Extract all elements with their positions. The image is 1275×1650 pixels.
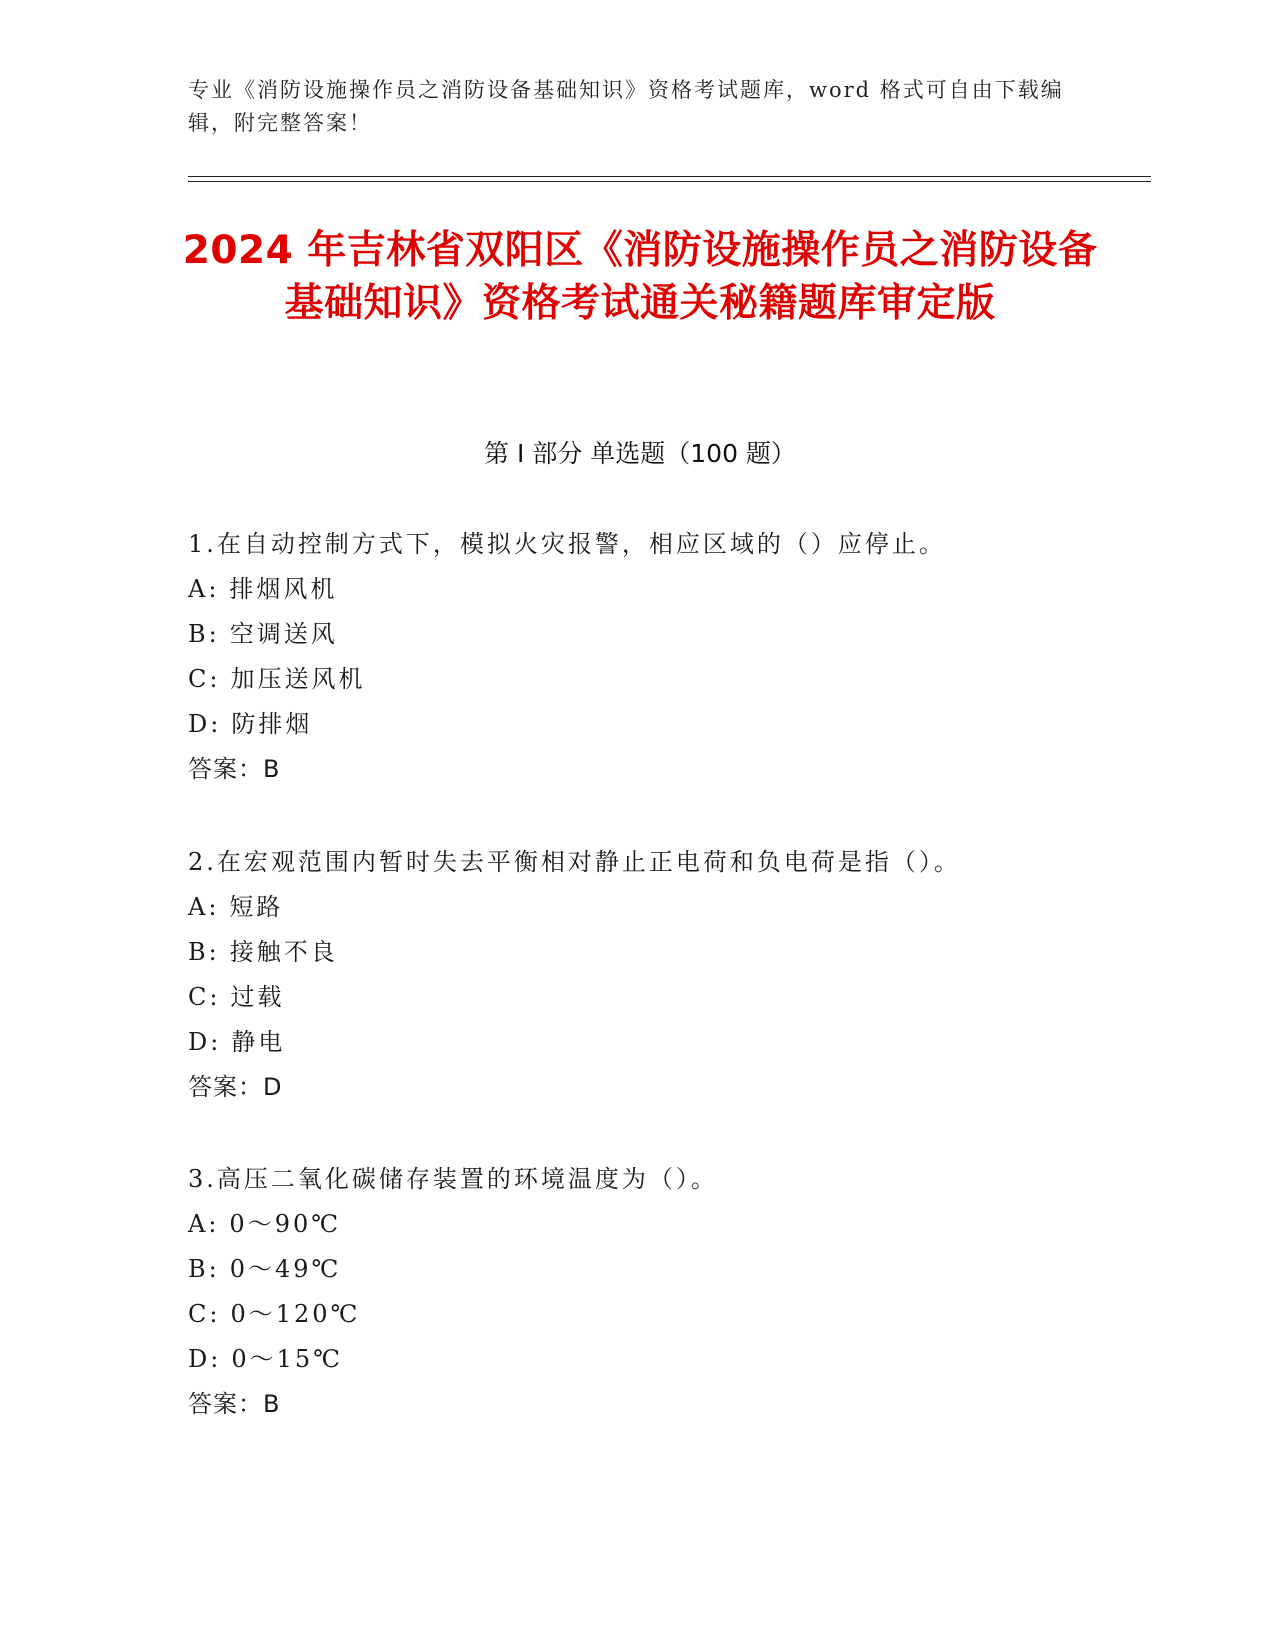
option-c — [188, 975, 1148, 1020]
option-a — [188, 567, 1148, 612]
option-d — [188, 1020, 1148, 1065]
option-label: 短路 — [229, 893, 284, 921]
answer-line — [188, 1065, 1148, 1110]
answer-prefix: 答案： — [188, 1073, 263, 1101]
option-d — [188, 702, 1148, 747]
option-c — [188, 1292, 1148, 1337]
option-a — [188, 1202, 1148, 1247]
option-letter: B: — [188, 620, 220, 648]
header-note: 专业《消防设施操作员之消防设备基础知识》资格考试题库，word 格式可自由下载编辑，附完整答案！ — [188, 78, 1064, 135]
answer-value: D — [263, 1073, 283, 1101]
question-block — [188, 522, 1148, 792]
option-b — [188, 1247, 1148, 1292]
answer-line — [188, 747, 1148, 792]
option-label: 空调送风 — [229, 620, 338, 648]
option-b — [188, 612, 1148, 657]
answer-line — [188, 1382, 1148, 1427]
option-letter: C: — [188, 1300, 221, 1328]
option-label: 0～120℃ — [230, 1300, 361, 1328]
option-letter: C: — [188, 665, 221, 693]
answer-prefix: 答案： — [188, 1390, 263, 1418]
option-letter: B: — [188, 938, 220, 966]
option-label: 加压送风机 — [230, 665, 366, 693]
option-letter: C: — [188, 983, 221, 1011]
option-label: 0～90℃ — [229, 1210, 342, 1238]
option-label: 0～15℃ — [231, 1345, 343, 1373]
option-d — [188, 1337, 1148, 1382]
option-letter: A: — [188, 893, 220, 921]
question-text: 3.高压二氧化碳储存装置的环境温度为（）。 — [188, 1165, 718, 1193]
option-letter: A: — [188, 1210, 220, 1238]
question-text: 2.在宏观范围内暂时失去平衡相对静止正电荷和负电荷是指（）。 — [188, 848, 961, 876]
answer-value: B — [263, 755, 281, 783]
option-a — [188, 885, 1148, 930]
option-label: 防排烟 — [231, 710, 313, 738]
option-label: 0～49℃ — [229, 1255, 342, 1283]
document-title: 2024 年吉林省双阳区《消防设施操作员之消防设备基础知识》资格考试通关秘籍题库审定版 — [182, 228, 1098, 326]
answer-value: B — [263, 1390, 281, 1418]
option-label: 排烟风机 — [229, 575, 338, 603]
option-label: 过载 — [230, 983, 285, 1011]
question-block — [188, 1157, 1148, 1427]
question-block — [188, 840, 1148, 1110]
section-heading: 第 I 部分 单选题（100 题） — [484, 439, 796, 468]
option-b — [188, 930, 1148, 975]
option-letter: D: — [188, 710, 222, 738]
option-letter: D: — [188, 1345, 222, 1373]
answer-prefix: 答案： — [188, 755, 263, 783]
question-text: 1.在自动控制方式下，模拟火灾报警，相应区域的（）应停止。 — [188, 530, 946, 558]
option-letter: B: — [188, 1255, 220, 1283]
option-label: 静电 — [231, 1028, 286, 1056]
option-c — [188, 657, 1148, 702]
option-letter: D: — [188, 1028, 222, 1056]
header-rule-top — [188, 176, 1151, 177]
option-letter: A: — [188, 575, 220, 603]
option-label: 接触不良 — [229, 938, 338, 966]
header-rule-bottom — [188, 181, 1151, 182]
